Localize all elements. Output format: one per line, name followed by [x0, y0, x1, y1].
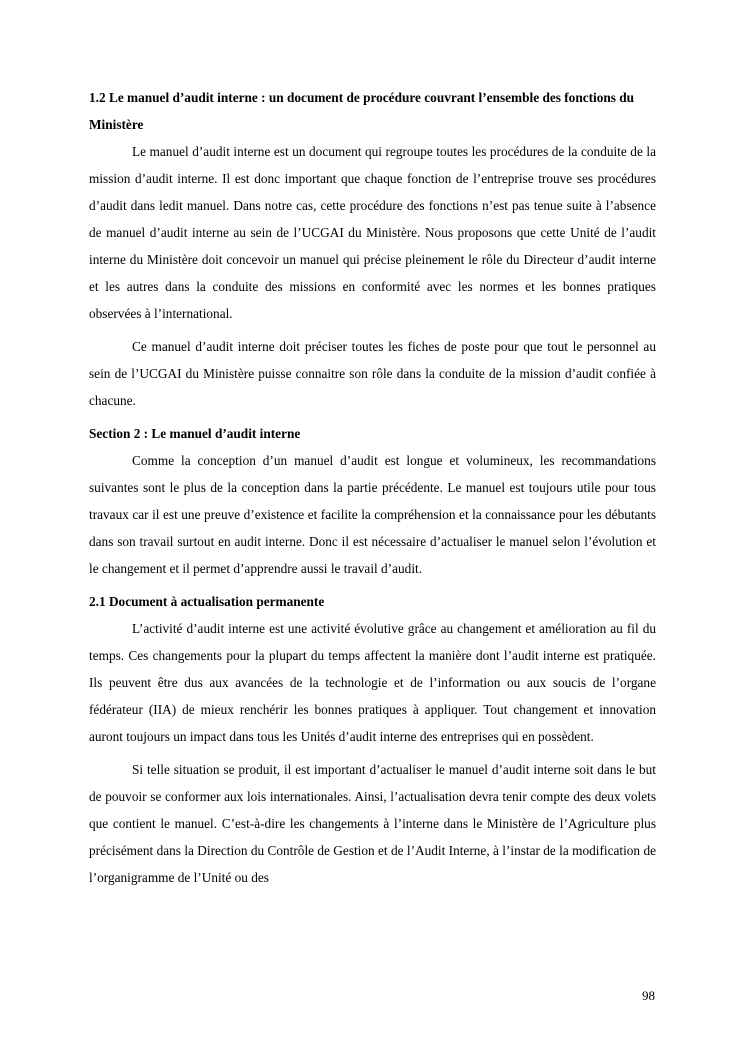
paragraph-2-1-a: L’activité d’audit interne est une activité évolutive grâce au changement et amélioration au fil du temps. Ces changements pour la plupart du temps affectent la manière dont l’audit interne est pratiquée. Ils peuvent être dus aux avancées de la technologie et de l’information ou aux soucis de l’organe fédérateur (IIA) de mieux renchérir les bonnes pratiques à appliquer. Tout changement et innovation auront toujours un impact dans tous les Unités d’audit interne des entreprises qui en possèdent.	[89, 621, 656, 744]
paragraph-2-1-b: Si telle situation se produit, il est important d’actualiser le manuel d’audit interne soit dans le but de pouvoir se conformer aux lois internationales. Ainsi, l’actualisation devra tenir compte des deux volets que contient le manuel. C’est-à-dire les changements à l’interne dans le Ministère de l’Agriculture plus précisément dans la Direction du Contrôle de Gestion et de l’Audit Interne, à l’instar de la modification de l’organigramme de l’Unité ou des	[89, 762, 656, 885]
paragraph-section-2: Comme la conception d’un manuel d’audit est longue et volumineux, les recommandations suivantes sont le plus de la conception dans la partie précédente. Le manuel est toujours utile pour tous travaux car il est une preuve d’existence et facilite la compréhension et la connaissance pour les débutants dans son travail surtout en audit interne. Donc il est nécessaire d’actualiser le manuel selon l’évolution et le changement et il permet d’apprendre aussi le travail d’audit.	[89, 453, 656, 576]
heading-2-1: 2.1 Document à actualisation permanente	[89, 594, 325, 609]
document-page	[89, 84, 656, 891]
paragraph-1-2-a: Le manuel d’audit interne est un document qui regroupe toutes les procédures de la conduite de la mission d’audit interne. Il est donc important que chaque fonction de l’entreprise trouve ses procédures d’audit dans ledit manuel. Dans notre cas, cette procédure des fonctions n’est pas tenue suite à l’absence de manuel d’audit interne au sein de l’UCGAI du Ministère. Nous proposons que cette Unité de l’audit interne du Ministère doit concevoir un manuel qui précise pleinement le rôle du Directeur d’audit interne et les autres dans la conduite des missions en conformité avec les normes et les bonnes pratiques observées à l’international.	[89, 144, 656, 321]
heading-1-2: 1.2 Le manuel d’audit interne : un document de procédure couvrant l’ensemble des fonctions du Ministère	[89, 90, 635, 132]
page-number: 98	[642, 988, 655, 1003]
heading-section-2: Section 2 : Le manuel d’audit interne	[89, 426, 301, 441]
paragraph-1-2-b: Ce manuel d’audit interne doit préciser toutes les fiches de poste pour que tout le personnel au sein de l’UCGAI du Ministère puisse connaitre son rôle dans la conduite de la mission d’audit confiée à chacune.	[89, 339, 656, 408]
